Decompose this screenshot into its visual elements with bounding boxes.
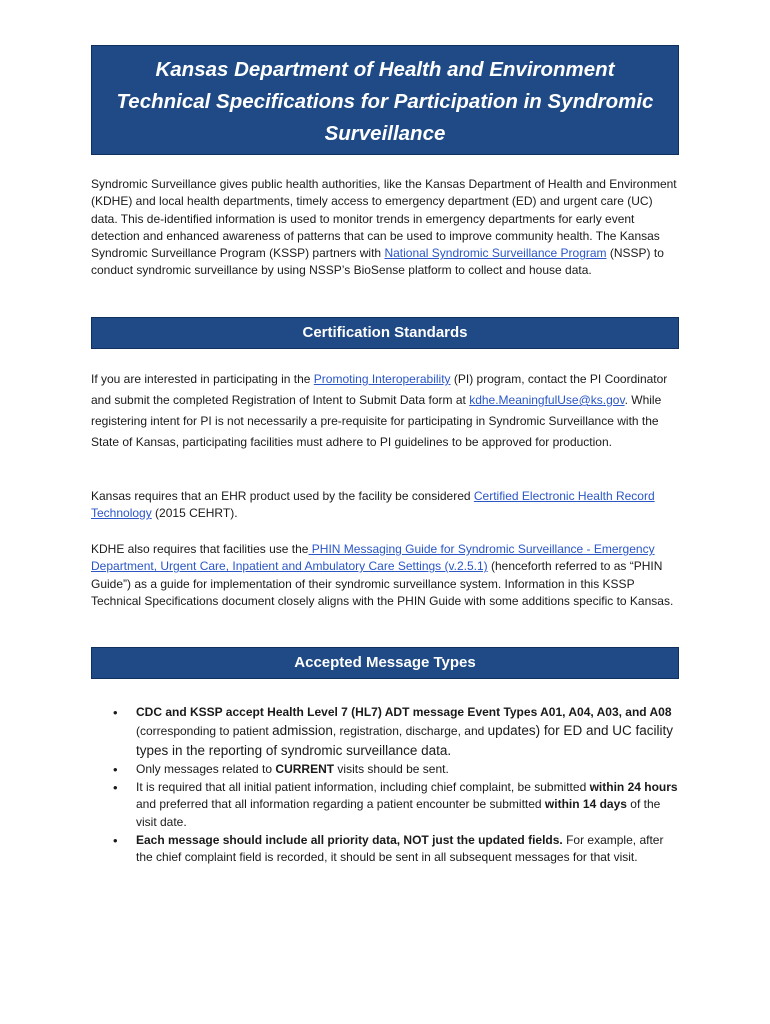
certification-standards-heading: Certification Standards [91, 317, 679, 349]
bullet-icon: • [113, 780, 118, 796]
title-line-1: Kansas Department of Health and Environment [155, 58, 615, 81]
b1-c: , registration, discharge, and [332, 724, 488, 739]
intro-text-before: Syndromic Surveillance gives public health authorities, like the Kansas Department of Health and Environment (KDHE) and local health departments, timely access to emergency department (ED) and urgent care (UC) data. This de-identified information is used to monitor trends in emergency departments for early event detection and enhanced awareness of patterns that can be used to improve community health. The Kansas Syndromic Surveillance Program (KSSP) partners with [91, 177, 677, 261]
cert-p3-after: (henceforth referred to as “PHIN Guide”) as a guide for implementation of their syndromic surveillance system. Information in this KSSP Technical Specifications document closely aligns with the PHIN Guide with some additions specific to Kansas. [91, 559, 674, 608]
b3-bold-2: within 14 days [544, 797, 627, 812]
cert-p2-before: Kansas requires that an EHR product used by the facility be considered [91, 489, 474, 503]
certification-paragraph-3 [91, 541, 681, 610]
promoting-interoperability-link[interactable]: Promoting Interoperability [313, 372, 451, 386]
document-title-banner [91, 45, 679, 155]
b1-d: updates) for ED and UC facility types in the reporting of syndromic surveillance data [136, 723, 673, 758]
list-item [91, 761, 681, 778]
b3-after: of the visit date. [136, 797, 661, 829]
accepted-message-types-heading: Accepted Message Types [91, 647, 679, 679]
cert-p1-after: . While registering intent for PI is not necessarily a pre-requisite for participating in Syndromic Surveillance with the State of Kansas, participating facilities must adhere to PI guidelines to be approved for production. [91, 393, 662, 449]
meaningful-use-email-link[interactable]: kdhe.MeaningfulUse@ks.gov [469, 393, 625, 407]
b3-before: It is required that all initial patient information, including chief complaint, be submitted [136, 780, 590, 795]
b1-e: . [447, 742, 452, 758]
cehrt-link[interactable]: Certified Electronic Health Record Technology [91, 489, 655, 521]
b1-a: (corresponding to patient [136, 724, 273, 739]
nssp-link[interactable]: National Syndromic Surveillance Program [384, 246, 607, 261]
b3-mid: and preferred that all information regarding a patient encounter be submitted [136, 797, 545, 812]
cert-p1-before: If you are interested in participating in the [91, 372, 314, 386]
message-types-list [91, 704, 681, 868]
list-item [91, 704, 681, 760]
intro-paragraph [91, 176, 681, 280]
b2-before: Only messages related to [136, 761, 276, 776]
b4-after: For example, after the chief complaint field is recorded, it should be sent in all subsequent messages for that visit. [136, 833, 664, 865]
list-item [91, 779, 681, 831]
bullet-icon: • [113, 761, 118, 777]
bullet-icon: • [113, 705, 118, 720]
bullet-icon: • [113, 833, 118, 849]
b1-bold: CDC and KSSP accept Health Level 7 (HL7) ADT message Event Types A01, A04, A03, and A08 [136, 705, 672, 719]
certification-paragraph-2 [91, 488, 681, 523]
b4-bold: Each message should include all priority data, NOT just the updated fields. [136, 833, 563, 848]
certification-paragraph-1 [91, 369, 681, 453]
title-line-3: Surveillance [324, 122, 446, 145]
b2-bold: CURRENT [275, 761, 335, 776]
b3-bold-1: within 24 hours [589, 780, 678, 795]
cert-p1-mid: (PI) program, contact the PI Coordinator and submit the completed Registration of Intent to Submit Data form at [91, 372, 668, 407]
b2-after: visits should be sent. [334, 761, 449, 776]
cert-p2-after: (2015 CEHRT). [151, 506, 238, 521]
phin-guide-link[interactable]: PHIN Messaging Guide for Syndromic Surveillance - Emergency Department, Urgent Care, Inpatient and Ambulatory Care Settings (v.2.5.1) [91, 542, 655, 574]
list-item [91, 832, 681, 867]
b1-b: admission [272, 723, 333, 739]
cert-p3-before: KDHE also requires that facilities use the [91, 542, 309, 556]
intro-text-after: (NSSP) to conduct syndromic surveillance by using NSSP’s BioSense platform to collect and house data. [91, 246, 664, 278]
title-line-2: Technical Specifications for Participation in Syndromic [116, 90, 654, 113]
